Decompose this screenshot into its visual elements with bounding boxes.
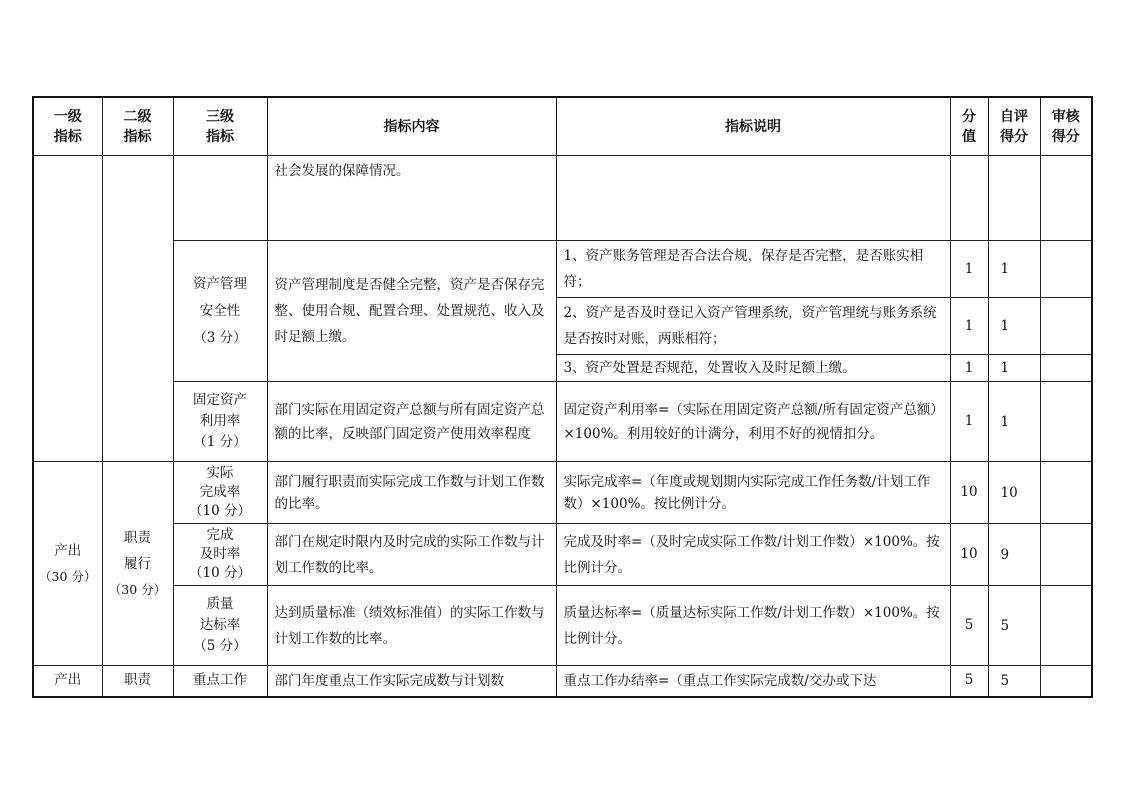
level2-cell <box>102 156 173 462</box>
audit-score-cell <box>1040 298 1092 355</box>
level2-cell: 职责 履行 （30 分） <box>102 462 173 666</box>
content-cell: 部门在规定时限内及时完成的实际工作数与计划工作数的比率。 <box>267 524 556 586</box>
level1-cell: 产出 （30 分） <box>33 462 102 666</box>
header-score: 分 值 <box>950 97 988 156</box>
description-cell: 3、资产处置是否规范，处置收入及时足额上缴。 <box>556 355 950 382</box>
description-cell: 完成及时率=（及时完成实际工作数/计划工作数）×100%。按比例计分。 <box>556 524 950 586</box>
description-cell: 重点工作办结率=（重点工作实际完成数/交办或下达 <box>556 666 950 697</box>
level3-cell: 质量 达标率 （5 分） <box>173 586 267 666</box>
header-row <box>33 97 1092 156</box>
level3-cell: 固定资产 利用率 （1 分） <box>173 382 267 462</box>
content-cell: 部门履行职责而实际完成工作数与计划工作数的比率。 <box>267 462 556 524</box>
content-cell: 部门实际在用固定资产总额与所有固定资产总额的比率，反映部门固定资产使用效率程度 <box>267 382 556 462</box>
table-row <box>33 524 1092 586</box>
table-row <box>33 241 1092 298</box>
self-score-cell: 10 <box>988 462 1040 524</box>
self-score-cell: 1 <box>988 355 1040 382</box>
self-score-cell: 1 <box>988 382 1040 462</box>
self-score-cell: 9 <box>988 524 1040 586</box>
description-cell: 质量达标率=（质量达标实际工作数/计划工作数）×100%。按比例计分。 <box>556 586 950 666</box>
table-row <box>33 586 1092 666</box>
audit-score-cell <box>1040 524 1092 586</box>
audit-score-cell <box>1040 666 1092 697</box>
self-score-cell: 5 <box>988 586 1040 666</box>
content-cell: 社会发展的保障情况。 <box>267 156 556 241</box>
self-score-cell: 5 <box>988 666 1040 697</box>
header-self-score: 自评 得分 <box>988 97 1040 156</box>
audit-score-cell <box>1040 462 1092 524</box>
level1-cell <box>33 156 102 462</box>
audit-score-cell <box>1040 241 1092 298</box>
header-content: 指标内容 <box>267 97 556 156</box>
table-row <box>33 462 1092 524</box>
score-cell: 1 <box>950 241 988 298</box>
audit-score-cell <box>1040 382 1092 462</box>
score-cell: 1 <box>950 382 988 462</box>
table-row <box>33 382 1092 462</box>
self-score-cell: 1 <box>988 241 1040 298</box>
score-cell: 5 <box>950 586 988 666</box>
header-level3: 三级 指标 <box>173 97 267 156</box>
score-cell: 5 <box>950 666 988 697</box>
audit-score-cell <box>1040 586 1092 666</box>
description-cell: 固定资产利用率=（实际在用固定资产总额/所有固定资产总额）×100%。利用较好的计满分，利用不好的视情扣分。 <box>556 382 950 462</box>
header-level1: 一级 指标 <box>33 97 102 156</box>
description-cell: 2、资产是否及时登记入资产管理系统，资产管理统与账务系统是否按时对账，两账相符； <box>556 298 950 355</box>
self-score-cell: 1 <box>988 298 1040 355</box>
description-cell: 实际完成率=（年度或规划期内实际完成工作任务数/计划工作数）×100%。按比例计分。 <box>556 462 950 524</box>
score-cell: 10 <box>950 462 988 524</box>
content-cell: 达到质量标准（绩效标准值）的实际工作数与计划工作数的比率。 <box>267 586 556 666</box>
self-score-cell <box>988 156 1040 241</box>
header-description: 指标说明 <box>556 97 950 156</box>
level1-cell: 产出 <box>33 666 102 697</box>
table-row <box>33 156 1092 241</box>
table-row <box>33 666 1092 697</box>
score-cell: 1 <box>950 298 988 355</box>
level3-cell: 完成 及时率 （10 分） <box>173 524 267 586</box>
header-audit-score: 审核 得分 <box>1040 97 1092 156</box>
level3-cell: 资产管理 安全性 （3 分） <box>173 241 267 382</box>
content-cell: 资产管理制度是否健全完整，资产是否保存完整、使用合规、配置合理、处置规范、收入及时足额上缴。 <box>267 241 556 382</box>
level3-cell: 实际 完成率 （10 分） <box>173 462 267 524</box>
level3-cell: 重点工作 <box>173 666 267 697</box>
description-cell <box>556 156 950 241</box>
content-cell: 部门年度重点工作实际完成数与计划数 <box>267 666 556 697</box>
evaluation-table <box>32 96 1093 698</box>
score-cell: 1 <box>950 355 988 382</box>
audit-score-cell <box>1040 355 1092 382</box>
header-level2: 二级 指标 <box>102 97 173 156</box>
score-cell: 10 <box>950 524 988 586</box>
description-cell: 1、资产账务管理是否合法合规，保存是否完整，是否账实相符； <box>556 241 950 298</box>
level3-cell <box>173 156 267 241</box>
score-cell <box>950 156 988 241</box>
audit-score-cell <box>1040 156 1092 241</box>
level2-cell: 职责 <box>102 666 173 697</box>
